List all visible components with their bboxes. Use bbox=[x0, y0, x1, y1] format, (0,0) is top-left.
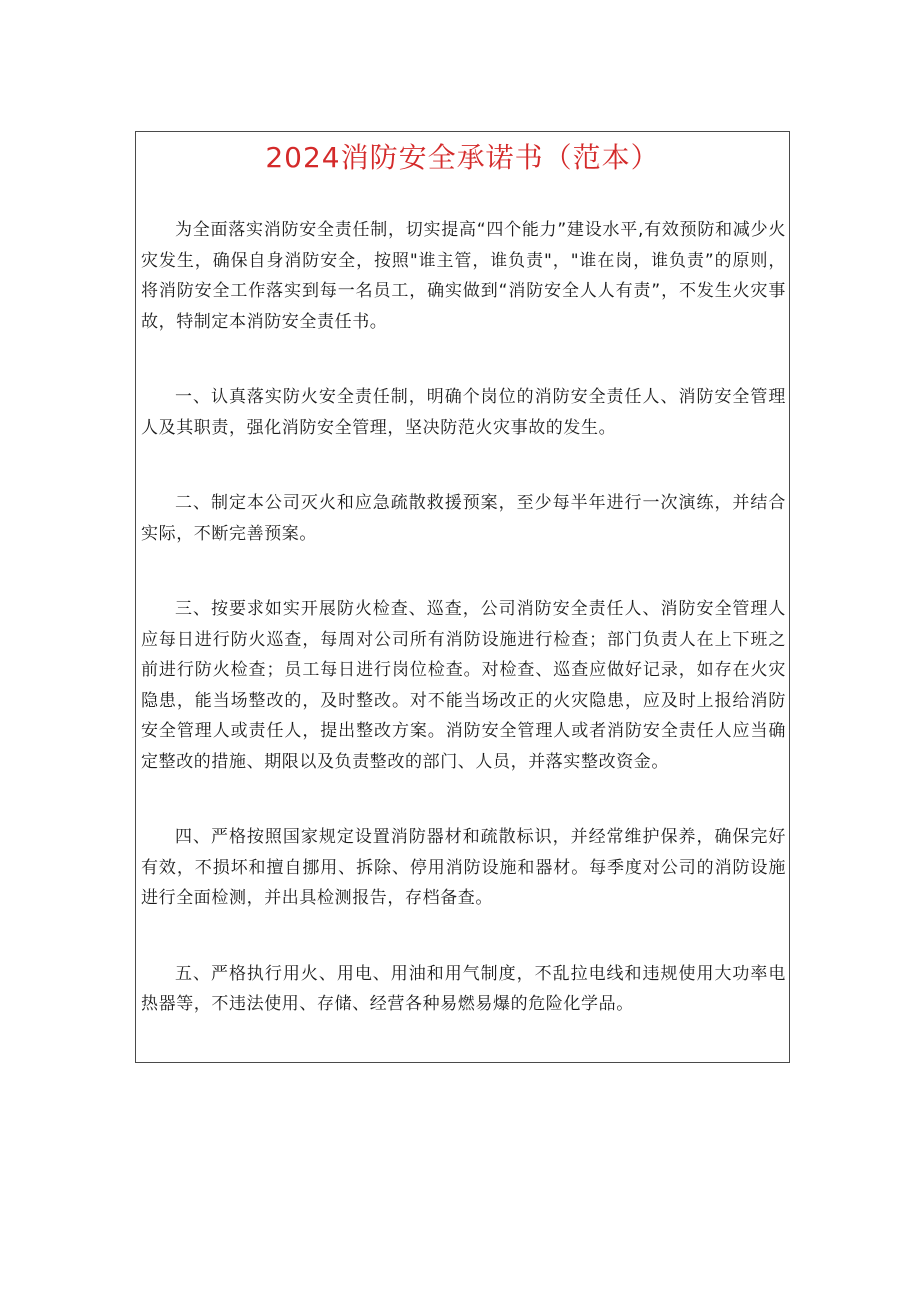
paragraph-gap bbox=[141, 443, 786, 488]
clause-paragraph-4: 四、严格按照国家规定设置消防器材和疏散标识，并经常维护保养，确保完好有效，不损坏和擅自挪用、拆除、停用消防设施和器材。每季度对公司的消防设施进行全面检测，并出具检测报告，存档备查。 bbox=[141, 827, 786, 908]
clause-paragraph-3: 三、按要求如实开展防火检查、巡查，公司消防安全责任人、消防安全管理人应每日进行防火巡查，每周对公司所有消防设施进行检查；部门负责人在上下班之前进行防火检查；员工每日进行岗位检查。对检查、巡查应做好记录，如存在火灾隐患，能当场整改的，及时整改。对不能当场改正的火灾隐患，应及时上报给消防安全管理人或责任人，提出整改方案。消防安全管理人或者消防安全责任人应当确定整改的措施、期限以及负责整改的部门、人员，并落实整改资金。 bbox=[141, 599, 786, 772]
clause-paragraph-2: 二、制定本公司灭火和应急疏散救援预案，至少每半年进行一次演练，并结合实际，不断完善预案。 bbox=[141, 493, 786, 544]
document-title: 2024消防安全承诺书（范本） bbox=[265, 141, 660, 174]
document-body bbox=[141, 215, 786, 1020]
intro-paragraph: 为全面落实消防安全责任制，切实提高“四个能力”建设水平,有效预防和减少火灾发生，确保自身消防安全，按照"谁主管，谁负责"，"谁在岗，谁负责”的原则，将消防安全工作落实到每一名员工，确实做到“消防安全人人有责”，不发生火灾事故，特制定本消防安全责任书。 bbox=[141, 220, 786, 332]
clause-paragraph-5: 五、严格执行用火、用电、用油和用气制度，不乱拉电线和违规使用大功率电热器等，不违法使用、存储、经营各种易燃易爆的危险化学品。 bbox=[141, 963, 786, 1014]
paragraph-gap bbox=[141, 337, 786, 382]
paragraph-gap bbox=[141, 914, 786, 959]
paragraph-gap bbox=[141, 549, 786, 594]
paragraph-gap bbox=[141, 777, 786, 822]
clause-paragraph-1: 一、认真落实防火安全责任制，明确个岗位的消防安全责任人、消防安全管理人及其职责，强化消防安全管理，坚决防范火灾事故的发生。 bbox=[141, 387, 786, 438]
document-frame bbox=[135, 131, 790, 1063]
